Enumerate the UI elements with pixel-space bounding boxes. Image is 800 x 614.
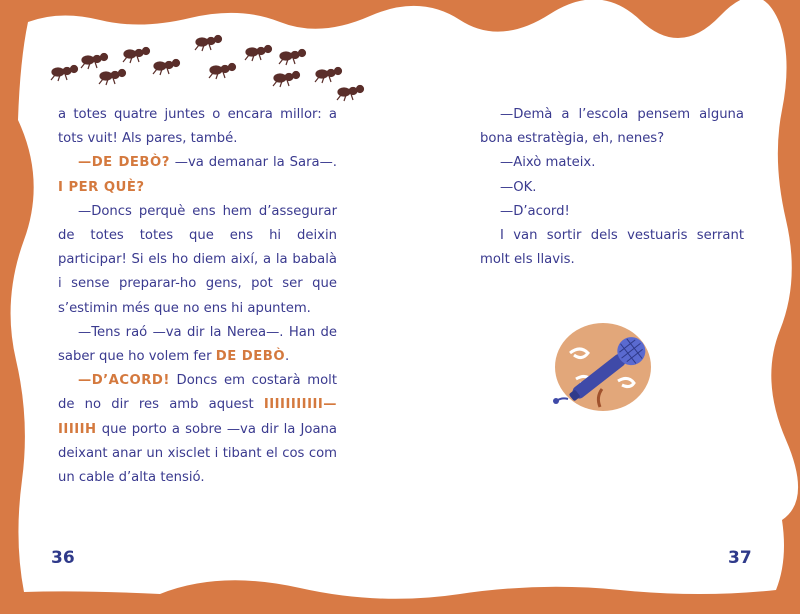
microphone-illustration: [548, 315, 668, 425]
right-page-text: [480, 103, 744, 272]
page-number-left: 36: [51, 548, 75, 568]
paragraph: —Això mateix.: [500, 155, 596, 171]
paragraph: —Tens raó —va dir la Nerea—. Han de saber que ho volem fer DE DEBÒ.: [58, 324, 337, 365]
paragraph: I van sortir dels vestuaris serrant molt els llavis.: [480, 228, 744, 268]
paragraph: a totes quatre juntes o encara millor: a tots vuit! Als pares, també.: [58, 107, 337, 147]
paragraph: —DE DEBÒ? —va demanar la Sara—. I PER QUÈ?: [58, 155, 337, 195]
paragraph: —Doncs perquè ens hem d’assegurar de totes totes que ens hi deixin participar! Si els ho diem així, a la babalà i sense preparar-ho gens, pot ser que s’estimin més que no ens hi apuntem.: [58, 203, 337, 316]
paragraph: —Demà a l’escola pensem alguna bona estratègia, eh, nenes?: [480, 107, 744, 147]
left-page-text: [58, 103, 337, 490]
paragraph: —OK.: [500, 179, 537, 195]
paragraph: —D’acord!: [500, 203, 570, 219]
paragraph: —D’ACORD! Doncs em costarà molt de no dir res amb aquest IIIIIIIIIII—IIIIIH que porto a sobre —va dir la Joana deixant anar un xisclet i tibant el cos com un cable d’alta tensió.: [58, 373, 337, 486]
ants-illustration: [40, 30, 380, 110]
page-number-right: 37: [728, 548, 752, 568]
